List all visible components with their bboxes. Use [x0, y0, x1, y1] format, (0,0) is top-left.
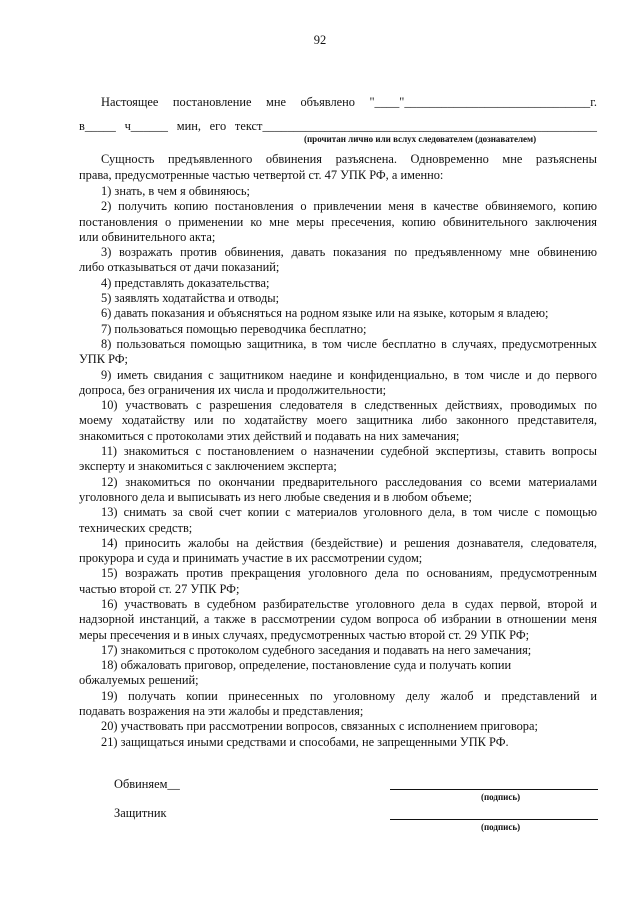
right-item-continuation: надзорной инстанций, а также в рассмотрении судом вопроса об избрании в отношении меня	[79, 612, 597, 626]
right-item-continuation: подавать возражения на эти жалобы и представления;	[79, 704, 364, 718]
right-item: 5) заявлять ходатайства и отводы;	[101, 291, 280, 305]
accused-signature-line	[390, 789, 598, 790]
right-item: 11) знакомиться с постановлением о назначении судебной экспертизы, ставить вопросы	[101, 444, 597, 458]
signature-caption: (подпись)	[481, 822, 521, 832]
right-item-continuation: эксперту и знакомиться с заключением эксперта;	[79, 459, 337, 473]
right-item: 3) возражать против обвинения, давать показания по предъявленному мне обвинению	[101, 245, 597, 259]
right-item-continuation: частью второй ст. 27 УПК РФ;	[79, 582, 240, 596]
right-item-continuation: допроса, без ограничения их числа и продолжительности;	[79, 383, 387, 397]
read-by-caption: (прочитан лично или вслух следователем (дознавателем)	[304, 134, 537, 144]
right-item-continuation: уголовного дела и выписывать из него любые сведения и в любом объеме;	[79, 490, 472, 504]
right-item-continuation: УПК РФ;	[79, 352, 128, 366]
right-item: 14) приносить жалобы на действия (бездействие) и решения дознавателя, следователя,	[101, 536, 597, 550]
defender-signature-line	[390, 819, 598, 820]
defender-label: Защитник	[114, 806, 167, 820]
right-item-continuation: обжалуемых решений;	[79, 673, 199, 687]
right-item: 4) представлять доказательства;	[101, 276, 270, 290]
right-item: 12) знакомиться по окончании предварительного расследования со всеми материалами	[101, 475, 597, 489]
right-item: 9) иметь свидания с защитником наедине и конфиденциально, в том числе и до первого	[101, 368, 597, 382]
right-item-continuation: прокурора и суда и принимать участие в их рассмотрении судом;	[79, 551, 423, 565]
accused-label: Обвиняем__	[114, 777, 180, 791]
right-item: 19) получать копии принесенных по уголовному делу жалоб и представлений и	[101, 689, 597, 703]
page-number: 92	[313, 33, 327, 47]
right-item: 13) снимать за свой счет копии с материалов уголовного дела, в том числе с помощью	[101, 505, 597, 519]
right-item-continuation: либо отказываться от дачи показаний;	[79, 260, 280, 274]
right-item-continuation: или обвинительного акта;	[79, 230, 216, 244]
right-item: 21) защищаться иными средствами и способами, не запрещенными УПК РФ.	[101, 735, 509, 749]
right-item: 10) участвовать с разрешения следователя в следственных действиях, проводимых по	[101, 398, 597, 412]
signature-caption: (подпись)	[481, 792, 521, 802]
right-item-continuation: технических средств;	[79, 521, 193, 535]
right-item: 1) знать, в чем я обвиняюсь;	[101, 184, 250, 198]
right-item: 8) пользоваться помощью защитника, в том числе бесплатно в случаях, предусмотренных	[101, 337, 597, 351]
right-item: 7) пользоваться помощью переводчика бесплатно;	[101, 322, 367, 336]
right-item: 20) участвовать при рассмотрении вопросов, связанных с исполнением приговора;	[101, 719, 538, 733]
announcement-line: Настоящее постановление мне объявлено "____"______________________________г.	[101, 95, 597, 109]
right-item: 17) знакомиться с протоколом судебного заседания и подавать на него замечания;	[101, 643, 532, 657]
right-item-continuation: меры пресечения и в иных случаях, предусмотренных частью второй ст. 29 УПК РФ;	[79, 628, 530, 642]
right-item-continuation: моему ходатайству или по ходатайству моего защитника либо законного представителя,	[79, 413, 597, 427]
right-item-continuation: постановления о применении ко мне меры пресечения, копию обвинительного заключения	[79, 215, 597, 229]
intro-line: Сущность предъявленного обвинения разъяснена. Одновременно мне разъяснены	[101, 152, 597, 166]
right-item: 6) давать показания и объясняться на родном языке или на языке, которым я владею;	[101, 306, 549, 320]
intro-line: права, предусмотренные частью четвертой ст. 47 УПК РФ, а именно:	[79, 168, 444, 182]
right-item: 18) обжаловать приговор, определение, постановление суда и получать копии	[101, 658, 512, 672]
right-item-continuation: знакомиться с протоколами этих действий и подавать на них замечания;	[79, 429, 460, 443]
time-line: в_____ ч______ мин, его текст______________________________________________________	[79, 119, 597, 133]
right-item: 15) возражать против прекращения уголовного дела по основаниям, предусмотренным	[101, 566, 597, 580]
right-item: 2) получить копию постановления о привлечении меня в качестве обвиняемого, копию	[101, 199, 597, 213]
right-item: 16) участвовать в судебном разбирательстве уголовного дела в судах первой, второй и	[101, 597, 597, 611]
